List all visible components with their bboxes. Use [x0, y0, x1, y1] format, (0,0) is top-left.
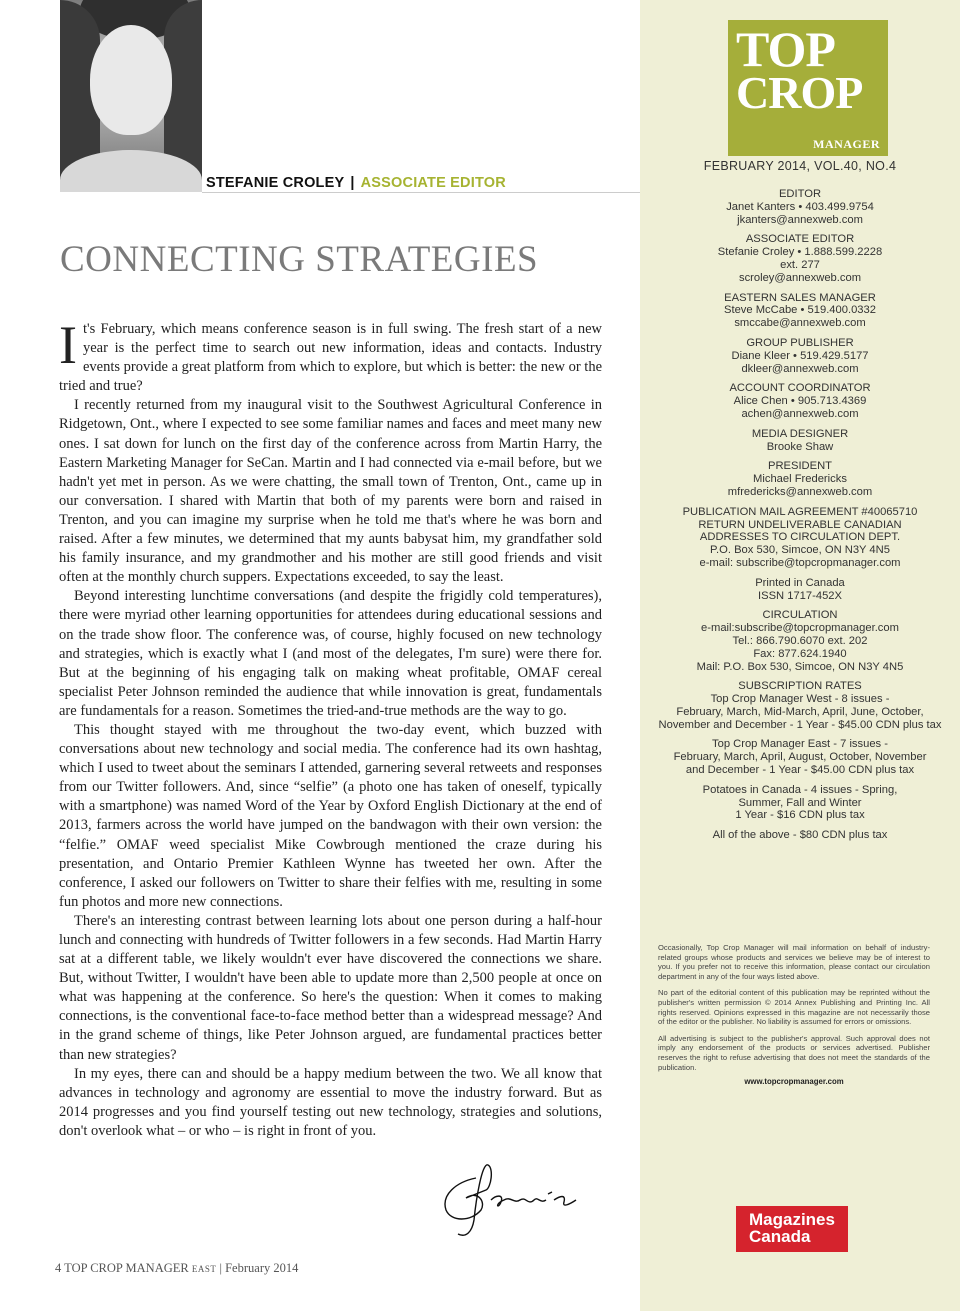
masthead-line: Summer, Fall and Winter	[738, 796, 862, 809]
legal-paragraph: No part of the editorial content of this publication may be reprinted without the publisher's written permission © 2014 Annex Publishing and Printing Inc. All rights reserved. Opinions expressed in this magazine are not necessarily those of the editor or the publisher. No liability is assumed for errors or omissions.	[658, 988, 930, 1027]
masthead-line: SUBSCRIPTION RATES	[738, 680, 862, 693]
masthead-line: GROUP PUBLISHER	[746, 336, 854, 349]
masthead-line: ADDRESSES TO CIRCULATION DEPT.	[699, 531, 901, 544]
drop-cap: I	[59, 315, 77, 375]
legal-notices	[658, 943, 930, 1087]
footer-publication: TOP CROP MANAGER	[64, 1261, 189, 1275]
masthead-line: e-mail: subscribe@topcropmanager.com	[699, 556, 901, 569]
paragraph: I recently returned from my inaugural visit to the Southwest Agricultural Conference in Ridgetown, Ont., where I expected to see some familiar names and faces and meet many new ones. I sat down for lunch on the first day of the conference across from Martin Harry, the Eastern Marketing Manager for SeCan. Martin and I had connected via e-mail before, but we hadn't yet met in person. As we were chatting, the small town of Trenton, Ont., came up in our conversation. I shared with Martin that both of my parents were born and raised in Trenton, and you can imagine my surprise when he told me that's where he was born and raised. After a few minutes, we determined that my aunts babysat him, my grandfather sold his family insurance, and my grandmother and his mother are still good friends and visit often at the monthly church suppers. Expectations exceeded, to say the least.	[59, 397, 602, 586]
website-link[interactable]: www.topcropmanager.com	[744, 1077, 844, 1087]
headline: CONNECTING STRATEGIES	[60, 239, 539, 280]
masthead-block	[650, 829, 950, 842]
footer-date: February 2014	[225, 1261, 299, 1275]
masthead-sidebar	[640, 0, 960, 1311]
page-number: 4	[55, 1261, 62, 1275]
masthead-line: and December - 1 Year - $45.00 CDN plus tax	[685, 764, 915, 777]
byline-rule	[202, 192, 640, 193]
masthead-line: P.O. Box 530, Simcoe, ON N3Y 4N5	[710, 544, 890, 557]
masthead-line: Printed in Canada	[755, 576, 845, 589]
author-photo	[60, 0, 202, 192]
masthead-block	[650, 460, 950, 498]
masthead-line: Potatoes in Canada - 4 issues - Spring,	[702, 783, 898, 796]
masthead-block	[650, 233, 950, 284]
masthead-line: smccabe@annexweb.com	[734, 317, 866, 330]
masthead-line: PRESIDENT	[767, 460, 833, 473]
masthead-line: achen@annexweb.com	[741, 407, 859, 420]
masthead-line: CIRCULATION	[762, 609, 838, 622]
masthead-line: Fax: 877.624.1940	[753, 647, 847, 660]
paragraph: In my eyes, there can and should be a happy medium between the two. We all know that advances in technology and agronomy are essential to move the industry forward. But as 2014 progresses and you find yourself testing out new technology, strategies and solutions, don't overlook what – or who – is right in front of you.	[59, 1065, 602, 1139]
masthead-block	[650, 738, 950, 776]
masthead-line: February, March, April, August, October, November	[673, 751, 927, 764]
masthead-line: ACCOUNT COORDINATOR	[729, 382, 871, 395]
footer-edition: EAST	[191, 1264, 217, 1274]
masthead-block	[650, 577, 950, 603]
paragraph: Beyond interesting lunchtime conversations (and despite the frigidly cold temperatures), there were myriad other learning opportunities for attendees during educational sessions and on the trade show floor. The conference was, of course, highly focused on new technology and strategies, which is exactly what I (and most of the delegates, I'm sure) were there for. But at the beginning of his engaging talk on making wheat profitable, OMAF cereal specialist Peter Johnson reminded the audience that while innovation is great, fundamentals are fundamentals for a reason. Sometimes the tried-and-true methods are the way to go.	[59, 588, 602, 719]
masthead-line: dkleer@annexweb.com	[741, 362, 859, 375]
masthead-line: Tel.: 866.790.6070 ext. 202	[732, 634, 868, 647]
byline	[206, 175, 506, 191]
footer-separator: |	[219, 1261, 222, 1275]
masthead-line: Top Crop Manager West - 8 issues -	[710, 693, 890, 706]
masthead-line: jkanters@annexweb.com	[737, 213, 863, 226]
author-name: STEFANIE CROLEY	[206, 175, 345, 191]
masthead-line: Alice Chen • 905.713.4369	[733, 395, 867, 408]
masthead-block	[650, 680, 950, 731]
masthead-block	[650, 784, 950, 822]
masthead-line: Top Crop Manager East - 7 issues -	[712, 738, 888, 751]
masthead-line: Brooke Shaw	[766, 440, 834, 453]
masthead-line: Diane Kleer • 519.429.5177	[731, 349, 869, 362]
masthead-line: Stefanie Croley • 1.888.599.2228	[717, 246, 883, 259]
masthead-line: scroley@annexweb.com	[738, 271, 862, 284]
masthead-block	[650, 337, 950, 375]
masthead-list	[650, 188, 950, 849]
masthead-line: EDITOR	[778, 188, 822, 200]
page-footer	[55, 1261, 298, 1276]
masthead-line: Mail: P.O. Box 530, Simcoe, ON N3Y 4N5	[696, 660, 904, 673]
masthead-block	[650, 506, 950, 570]
masthead-line: All of the above - $80 CDN plus tax	[712, 829, 888, 842]
legal-paragraph: Occasionally, Top Crop Manager will mail information on behalf of industry-related groups whose products and services we believe may be of interest to you. If you prefer not to receive this information, please contact our circulation department in any of the four ways listed above.	[658, 943, 930, 981]
masthead-line: ISSN 1717-452X	[758, 589, 842, 602]
legal-paragraph: All advertising is subject to the publisher's approval. Such approval does not imply any endorsement of the products or services advertised. Publisher reserves the right to refuse advertising that does not meet the standards of the publication.	[658, 1033, 930, 1072]
masthead-line: ext. 277	[780, 258, 820, 271]
masthead-block	[650, 382, 950, 420]
signature	[436, 1160, 586, 1240]
paragraph: There's an interesting contrast between learning lots about one person during a half-hour lunch and connecting with hundreds of Twitter followers in a few seconds. Had Martin Harry sat at a different table, we likely wouldn't ever have discovered the connections we share. But, without Twitter, I wouldn't have been able to update more than 2,500 people at once on what was happening at the conference. So here's the question: When it comes to making connections, is the conventional face-to-face method better than a widespread message? And in the grand scheme of things, like Peter Johnson argued, are fundamental practices better than new strategies?	[59, 912, 602, 1063]
masthead-line: 1 Year - $16 CDN plus tax	[735, 809, 865, 822]
masthead-line: mfredericks@annexweb.com	[727, 485, 873, 498]
masthead-block	[650, 292, 950, 330]
masthead-line: PUBLICATION MAIL AGREEMENT #40065710	[682, 505, 918, 518]
masthead-line: November and December - 1 Year - $45.00 CDN plus tax	[658, 718, 942, 731]
masthead-line: February, March, Mid-March, April, June, October,	[676, 705, 924, 718]
masthead-line: e-mail:subscribe@topcropmanager.com	[701, 622, 899, 635]
magazines-canada-logo: Magazines Canada	[736, 1206, 848, 1252]
masthead-line: Janet Kanters • 403.499.9754	[726, 200, 874, 213]
masthead-block	[650, 428, 950, 454]
masthead-line: RETURN UNDELIVERABLE CANADIAN	[698, 518, 902, 531]
masthead-line: EASTERN SALES MANAGER	[724, 291, 876, 304]
top-crop-manager-logo: TOP CROP MANAGER	[728, 20, 888, 156]
masthead-line: MEDIA DESIGNER	[751, 427, 849, 440]
paragraph: This thought stayed with me throughout the two-day event, which buzzed with conversations about new technology and social media. The conference had its own hashtag, which I used to tweet about the seminars I attended, garnering several retweets and responses from our Twitter followers. And, since “selfie” (a photo one has taken of oneself, typically with a smartphone) was named Word of the Year by Oxford English Dictionary at the end of 2013, farmers across the world have jumped on the bandwagon with their own version: the “felfie.” OMAF weed specialist Mike Cowbrough mentioned the craze during his presentation, and Ontario Premier Kathleen Wynne has tweeted her own. After the conference, I asked our followers on Twitter to share their felfies with me, resulting in some fun photos and more new connections.	[59, 721, 602, 910]
article-body	[59, 315, 603, 1141]
issue-info: FEBRUARY 2014, VOL.40, NO.4	[703, 159, 897, 173]
byline-separator: |	[350, 175, 355, 191]
paragraph: It's February, which means conference season is in full swing. The fresh start of a new year is the perfect time to search out new information, ideas and contacts. Industry events provide a great platform from which to explore, but which is better: the new or the tried and true?	[59, 315, 603, 395]
masthead-block	[650, 188, 950, 226]
masthead-line: Michael Fredericks	[753, 473, 847, 486]
masthead-line: ASSOCIATE EDITOR	[745, 233, 855, 246]
author-role: ASSOCIATE EDITOR	[360, 175, 506, 191]
masthead-line: Steve McCabe • 519.400.0332	[724, 304, 876, 317]
masthead-block	[650, 609, 950, 673]
